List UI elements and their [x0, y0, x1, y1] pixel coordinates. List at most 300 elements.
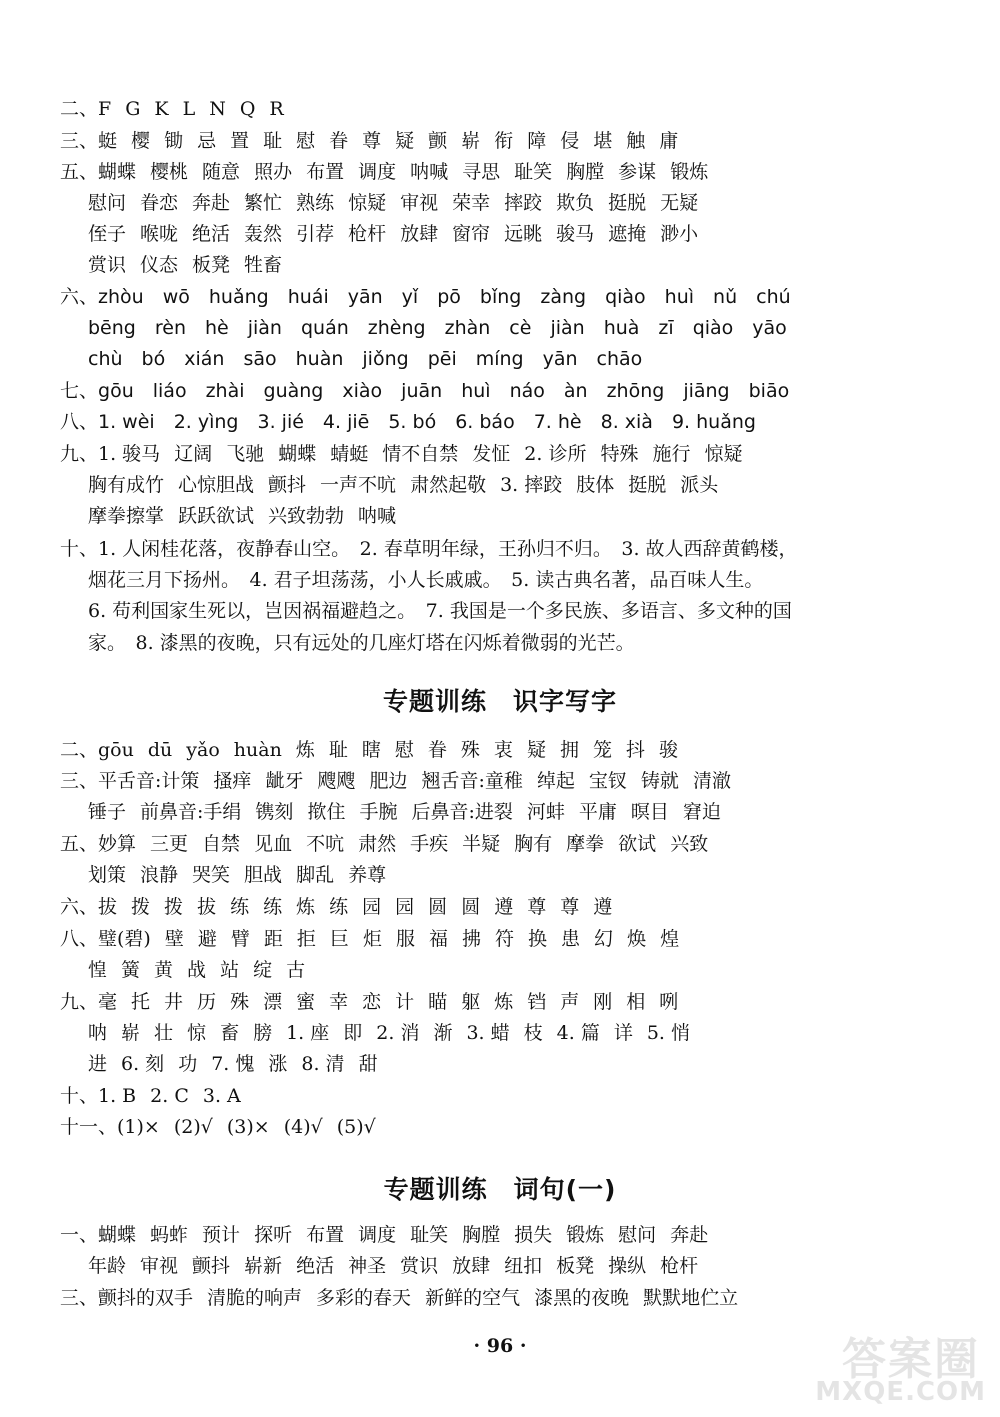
answer-item: 派头: [680, 474, 719, 496]
answer-item: 6. báo: [455, 411, 515, 433]
answer-item: 毫: [98, 991, 118, 1013]
answer-item: 慰: [296, 130, 316, 152]
answer-item: jiǒng: [362, 348, 409, 370]
answer-item: 宝钗: [588, 770, 627, 792]
answer-item: biāo: [748, 380, 790, 402]
answer-item: 2. 消: [376, 1022, 420, 1044]
answer-item: 3. jié: [257, 411, 304, 433]
answer-item: 练: [230, 896, 250, 918]
answer-item: 遮掩: [608, 223, 647, 245]
section-title-literacy: 专题训练 识字写字: [382, 687, 617, 716]
answer-item: 肥边: [369, 770, 408, 792]
answer-item: 心惊胆战: [178, 474, 255, 496]
answer-item: 发怔: [472, 443, 511, 465]
answer-item: cè: [509, 317, 532, 339]
answer-item: dū: [147, 739, 173, 761]
answer-item: pō: [437, 286, 461, 308]
answer-item: 喉咙: [140, 223, 179, 245]
answer-item: 审视: [400, 192, 439, 214]
answer-item: 颤抖的双手: [98, 1287, 194, 1309]
answer-item: 呐喊: [410, 161, 449, 183]
answer-item: 自禁: [202, 833, 241, 855]
answer-item: 2. yìng: [173, 411, 239, 433]
answer-item: 樱桃: [150, 161, 189, 183]
answer-item: 挺脱: [628, 474, 667, 496]
answer-item: 骏马: [556, 223, 595, 245]
answer-item: 臂: [230, 928, 250, 950]
answer-item: 符: [495, 928, 515, 950]
answer-item: 神圣: [348, 1255, 387, 1277]
answer-item: bēng: [88, 317, 136, 339]
answer-item: 胸膛: [462, 1224, 501, 1246]
answer-item: huàn: [233, 739, 282, 761]
answer-item: zhòu: [98, 286, 144, 308]
answer-item: juān: [401, 380, 443, 402]
answer-item: chù: [88, 348, 123, 370]
answer-line: [60, 408, 756, 436]
answer-item: àn: [563, 380, 588, 402]
answer-item: 脚乱: [296, 864, 335, 886]
answer-line: [60, 127, 678, 155]
answer-line: [60, 1113, 376, 1141]
answer-item: 耻: [263, 130, 283, 152]
question-number: 三、: [60, 770, 99, 792]
answer-item: 漂: [263, 991, 283, 1013]
answer-item: 幸: [329, 991, 349, 1013]
answer-item: 蜓: [98, 130, 118, 152]
answer-item: 调度: [358, 1224, 397, 1246]
answer-item: 3. 摔跤: [500, 474, 563, 496]
answer-item: 瞎: [361, 739, 381, 761]
answer-item: bǐng: [479, 286, 522, 308]
answer-item: 战: [187, 959, 207, 981]
answer-item: 手疾: [410, 833, 449, 855]
answer-item: 放肆: [452, 1255, 491, 1277]
answer-item: 操纵: [608, 1255, 647, 1277]
answer-item: míng: [475, 348, 524, 370]
answer-item: 刚: [593, 991, 613, 1013]
answer-item: 侵: [560, 130, 580, 152]
answer-item: liáo: [152, 380, 187, 402]
answer-item: hè: [205, 317, 229, 339]
page-number: · 96 ·: [473, 1335, 527, 1357]
answer-item: 渺小: [660, 223, 699, 245]
answer-sentence: 6. 苟利国家生死以，岂因祸福避趋之。 7. 我国是一个多民族、多语言、多文种的国: [88, 600, 792, 622]
answer-item: jiāng: [683, 380, 730, 402]
answer-item: 妙算: [98, 833, 137, 855]
answer-item: 1. 座: [286, 1022, 330, 1044]
answer-item: K: [154, 98, 169, 120]
answer-item: zhài: [205, 380, 245, 402]
answer-line: [60, 283, 791, 311]
answer-item: 摩拳: [566, 833, 605, 855]
answer-item: 铛: [527, 991, 547, 1013]
answer-item: 绝活: [296, 1255, 335, 1277]
answer-item: huà: [603, 317, 640, 339]
answer-item: 衷: [493, 739, 513, 761]
answer-item: 幻: [594, 928, 614, 950]
answer-item: 功: [178, 1053, 198, 1075]
question-number: 三、: [60, 1287, 99, 1309]
answer-item: 平舌音:计策: [98, 770, 200, 792]
answer-line: [60, 158, 708, 186]
answer-item: 暝目: [630, 801, 669, 823]
answer-item: (3)×: [226, 1116, 270, 1138]
question-number: 一、: [60, 1224, 99, 1246]
answer-line: [60, 830, 708, 858]
answer-item: 预计: [202, 1224, 241, 1246]
answer-line: [60, 988, 678, 1016]
answer-item: zhàn: [444, 317, 491, 339]
answer-item: 眷: [329, 130, 349, 152]
answer-item: 锤子: [88, 801, 127, 823]
answer-line: [60, 893, 612, 921]
answer-item: 避: [197, 928, 217, 950]
answer-item: 尊: [362, 130, 382, 152]
answer-item: 飕飕: [317, 770, 356, 792]
question-number: 二、: [60, 739, 99, 761]
answer-item: 荣幸: [452, 192, 491, 214]
answer-item: 站: [220, 959, 240, 981]
answer-item: gōu: [98, 380, 134, 402]
answer-item: 8. 清: [301, 1053, 345, 1075]
answer-item: xián: [184, 348, 225, 370]
answer-item: huái: [287, 286, 329, 308]
answer-item: R: [269, 98, 284, 120]
question-number: 十一、: [60, 1116, 118, 1138]
answer-item: 探听: [254, 1224, 293, 1246]
answer-item: 年龄: [88, 1255, 127, 1277]
answer-item: (1)×: [117, 1116, 160, 1138]
answer-item: 眷: [427, 739, 447, 761]
answer-item: 涨: [268, 1053, 288, 1075]
answer-item: 古: [286, 959, 306, 981]
answer-item: 焕: [627, 928, 647, 950]
answer-item: yān: [347, 286, 383, 308]
answer-line-continued: [88, 502, 396, 530]
answer-item: jiàn: [550, 317, 585, 339]
answer-item: 崭: [461, 130, 481, 152]
answer-item: sāo: [243, 348, 277, 370]
answer-item: 三更: [150, 833, 189, 855]
answer-line-continued: [88, 597, 792, 625]
question-number: 八、: [60, 928, 99, 950]
answer-item: 5. 悄: [646, 1022, 691, 1044]
answer-item: 园: [395, 896, 415, 918]
answer-item: zàng: [540, 286, 587, 308]
answer-item: 练: [329, 896, 349, 918]
answer-item: N: [209, 98, 226, 120]
answer-line-continued: [88, 251, 282, 279]
answer-item: 1. wèi: [98, 411, 155, 433]
answer-item: 疑: [526, 739, 546, 761]
answer-item: náo: [509, 380, 545, 402]
answer-item: 置: [230, 130, 250, 152]
question-number: 十、: [60, 538, 99, 560]
answer-item: 胸有成竹: [88, 474, 165, 496]
answer-item: 见血: [254, 833, 293, 855]
answer-item: 铸就: [640, 770, 679, 792]
answer-item: 惊疑: [348, 192, 387, 214]
answer-item: 练: [263, 896, 283, 918]
answer-item: 1. B: [98, 1085, 137, 1107]
answer-item: 眷恋: [140, 192, 179, 214]
answer-item: 圆: [428, 896, 448, 918]
answer-item: 甜: [358, 1053, 378, 1075]
answer-item: yān: [542, 348, 578, 370]
answer-item: 龇牙: [265, 770, 304, 792]
answer-item: 疑: [395, 130, 415, 152]
answer-item: 板凳: [192, 254, 231, 276]
answer-item: 炼: [494, 991, 514, 1013]
answer-line-continued: [88, 1019, 690, 1047]
answer-sentence: 1. 人闲桂花落，夜静春山空。 2. 春草明年绿，王孙归不归。 3. 故人西辞黄鹤楼，: [98, 538, 798, 560]
answer-item: 壮: [154, 1022, 174, 1044]
answer-item: 揿住: [307, 801, 346, 823]
answer-item: 调度: [358, 161, 397, 183]
answer-item: 辽阔: [174, 443, 213, 465]
answer-item: 4. 篇: [556, 1022, 600, 1044]
question-number: 八、: [60, 411, 99, 433]
answer-item: 哭笑: [192, 864, 231, 886]
answer-item: 寻思: [462, 161, 501, 183]
answer-item: 牲畜: [244, 254, 283, 276]
answer-item: 蜻蜓: [330, 443, 369, 465]
answer-item: 无疑: [660, 192, 699, 214]
answer-item: 窘迫: [682, 801, 721, 823]
answer-item: huàn: [295, 348, 344, 370]
answer-item: 璧(碧): [98, 928, 151, 950]
answer-item: 6. 刻: [121, 1053, 165, 1075]
answer-item: 遵: [593, 896, 613, 918]
answer-line-continued: [88, 345, 642, 373]
answer-item: 远眺: [504, 223, 543, 245]
answer-item: 畜: [220, 1022, 240, 1044]
answer-item: huì: [461, 380, 491, 402]
answer-item: rèn: [154, 317, 186, 339]
answer-item: 惊疑: [704, 443, 743, 465]
answer-item: 9. huǎng: [671, 411, 756, 433]
answer-line-continued: [88, 1050, 378, 1078]
answer-item: qiào: [605, 286, 646, 308]
answer-item: 仪态: [140, 254, 179, 276]
answer-item: 情不自禁: [382, 443, 459, 465]
answer-item: 炼: [295, 739, 315, 761]
answer-line-continued: [88, 471, 718, 499]
answer-item: 挺脱: [608, 192, 647, 214]
question-number: 九、: [60, 991, 99, 1013]
answer-item: 咧: [659, 991, 679, 1013]
answer-item: 3. 蜡: [466, 1022, 510, 1044]
answer-item: 福: [428, 928, 448, 950]
answer-item: quán: [300, 317, 349, 339]
answer-item: 慰: [394, 739, 414, 761]
answer-item: 飞驰: [226, 443, 265, 465]
answer-line: [60, 1284, 738, 1312]
answer-item: 奔赴: [670, 1224, 709, 1246]
answer-item: 8. xià: [600, 411, 653, 433]
answer-line-continued: [88, 189, 698, 217]
answer-item: 锻炼: [566, 1224, 605, 1246]
answer-item: 清脆的响声: [207, 1287, 303, 1309]
answer-item: yāo: [752, 317, 787, 339]
answer-item: 慰问: [88, 192, 127, 214]
answer-item: 尊: [527, 896, 547, 918]
answer-item: 锄: [164, 130, 184, 152]
answer-item: 2. C: [150, 1085, 189, 1107]
answer-item: (5)√: [336, 1116, 376, 1138]
answer-item: 拔: [98, 896, 118, 918]
answer-item: 绰起: [536, 770, 575, 792]
answer-line-continued: [88, 566, 763, 594]
answer-item: 奔赴: [192, 192, 231, 214]
answer-item: 半疑: [462, 833, 501, 855]
question-number: 十、: [60, 1085, 99, 1107]
answer-item: 患: [561, 928, 581, 950]
answer-item: 颤抖: [268, 474, 307, 496]
answer-item: 蜜: [296, 991, 316, 1013]
answer-item: 庸: [659, 130, 679, 152]
answer-item: 窗帘: [452, 223, 491, 245]
answer-item: 枝: [523, 1022, 543, 1044]
answer-item: 惶: [88, 959, 108, 981]
answer-item: yǎo: [186, 739, 220, 761]
answer-item: 跃跃欲试: [178, 505, 255, 527]
answer-item: 拨: [131, 896, 151, 918]
answer-item: 慰问: [618, 1224, 657, 1246]
answer-line-continued: [88, 956, 305, 984]
answer-item: 不吭: [306, 833, 345, 855]
answer-item: 耻笑: [410, 1224, 449, 1246]
answer-item: 绝活: [192, 223, 231, 245]
answer-item: 呐: [88, 1022, 108, 1044]
answer-item: 蝴蝶: [98, 1224, 137, 1246]
answer-item: 触: [626, 130, 646, 152]
answer-item: 樱: [131, 130, 151, 152]
answer-item: 声: [560, 991, 580, 1013]
answer-item: bó: [141, 348, 166, 370]
watermark-logo: [812, 1321, 992, 1411]
answer-item: F: [98, 98, 112, 120]
answer-item: 托: [131, 991, 151, 1013]
answer-item: 摔跤: [504, 192, 543, 214]
answer-item: wō: [162, 286, 190, 308]
question-number: 七、: [60, 380, 99, 402]
answer-item: 参谋: [618, 161, 657, 183]
answer-line-continued: [88, 1252, 698, 1280]
answer-item: huì: [664, 286, 695, 308]
answer-item: 轰然: [244, 223, 283, 245]
answer-item: 炼: [296, 896, 316, 918]
question-number: 二、: [60, 98, 99, 120]
answer-item: 一声不吭: [320, 474, 397, 496]
answer-item: 颤抖: [192, 1255, 231, 1277]
answer-item: 7. hè: [533, 411, 582, 433]
answer-item: 服: [395, 928, 415, 950]
answer-item: 换: [528, 928, 548, 950]
answer-item: zhèng: [367, 317, 426, 339]
answer-item: 默默地伫立: [643, 1287, 739, 1309]
answer-item: 恋: [362, 991, 382, 1013]
answer-item: 繁忙: [244, 192, 283, 214]
answer-item: 耻: [328, 739, 348, 761]
answer-item: 忌: [197, 130, 217, 152]
answer-item: 5. bó: [388, 411, 437, 433]
answer-item: 衔: [494, 130, 514, 152]
answer-item: 7. 愧: [211, 1053, 255, 1075]
answer-item: 距: [263, 928, 283, 950]
answer-item: 审视: [140, 1255, 179, 1277]
answer-item: gōu: [98, 739, 134, 761]
answer-item: 新鲜的空气: [425, 1287, 521, 1309]
answer-item: 肃然起敬: [410, 474, 487, 496]
answer-item: 蝴蝶: [98, 161, 137, 183]
question-number: 三、: [60, 130, 99, 152]
answer-item: 历: [197, 991, 217, 1013]
answer-item: 耻笑: [514, 161, 553, 183]
answer-item: 井: [164, 991, 184, 1013]
answer-item: 拂: [461, 928, 481, 950]
answer-sentence: 烟花三月下扬州。 4. 君子坦荡荡，小人长戚戚。 5. 读古典名著，品百味人生。: [88, 569, 764, 591]
answer-item: 枪杆: [660, 1255, 699, 1277]
answer-item: 赏识: [88, 254, 127, 276]
answer-item: 随意: [202, 161, 241, 183]
answer-line: [60, 736, 678, 764]
answer-item: 布置: [306, 1224, 345, 1246]
answer-item: 堪: [593, 130, 613, 152]
answer-item: chú: [756, 286, 791, 308]
answer-item: 拨: [164, 896, 184, 918]
answer-item: 拔: [197, 896, 217, 918]
answer-item: 熟练: [296, 192, 335, 214]
answer-item: 特殊: [600, 443, 639, 465]
answer-item: huǎng: [208, 286, 269, 308]
answer-item: 炬: [362, 928, 382, 950]
answer-item: 兴致勃勃: [268, 505, 345, 527]
answer-item: 3. A: [202, 1085, 241, 1107]
answer-line: [60, 767, 731, 795]
answer-item: 蝴蝶: [278, 443, 317, 465]
answer-line-continued: [88, 220, 698, 248]
answer-item: 园: [362, 896, 382, 918]
answer-item: 镌刻: [255, 801, 294, 823]
answer-item: zhōng: [606, 380, 665, 402]
answer-item: 平庸: [578, 801, 617, 823]
answer-sentence: 家。 8. 漆黑的夜晚，只有远处的几座灯塔在闪烁着微弱的光芒。: [88, 632, 635, 654]
answer-item: 欺负: [556, 192, 595, 214]
section-title-words: 专题训练 词句(一): [383, 1175, 617, 1204]
answer-item: 殊: [230, 991, 250, 1013]
answer-line-continued: [88, 629, 635, 657]
answer-item: 壁: [164, 928, 184, 950]
answer-item: 照办: [254, 161, 293, 183]
answer-item: 搔痒: [213, 770, 252, 792]
answer-item: 肢体: [576, 474, 615, 496]
question-number: 六、: [60, 286, 99, 308]
question-number: 六、: [60, 896, 99, 918]
answer-item: 颤: [428, 130, 448, 152]
answer-item: yǐ: [401, 286, 419, 308]
answer-line: [60, 95, 284, 123]
answer-item: zī: [658, 317, 674, 339]
answer-item: 相: [626, 991, 646, 1013]
answer-item: 胸有: [514, 833, 553, 855]
answer-item: nǔ: [713, 286, 738, 308]
answer-line: [60, 440, 743, 468]
question-number: 五、: [60, 161, 99, 183]
answer-item: jiàn: [247, 317, 282, 339]
answer-item: 纽扣: [504, 1255, 543, 1277]
